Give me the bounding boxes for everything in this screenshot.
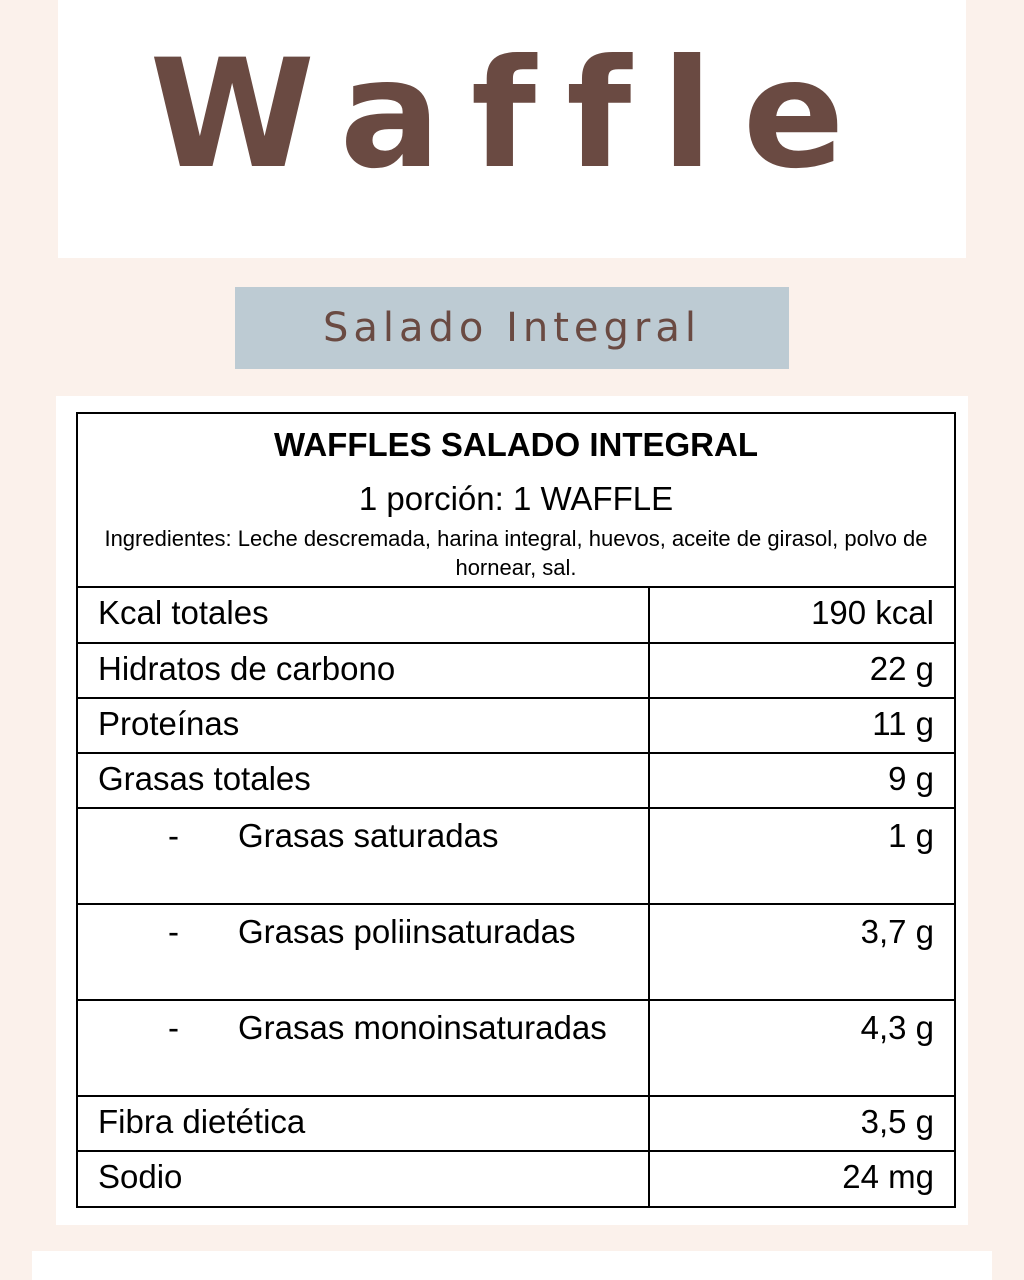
table-row [78,753,954,808]
nutrient-cell [78,1000,649,1096]
nutrient-value: 24 mg [649,1151,954,1206]
nutrition-card [56,396,968,1225]
table-row [78,904,954,1000]
bullet-dash: - [168,913,179,950]
nutrient-name: Grasas monoinsaturadas [238,1009,607,1046]
table-row [78,1096,954,1151]
nutrient-value: 190 kcal [649,588,954,643]
nutrition-label [76,412,956,1208]
table-row [78,1000,954,1096]
table-row [78,1151,954,1206]
subtitle-text: Salado Integral [322,305,701,351]
nutrient-value: 22 g [649,643,954,698]
page-title: Waffle [149,28,875,202]
nutrition-table [78,588,954,1206]
portion-text: 1 porción: 1 WAFFLE [358,480,674,517]
table-row [78,588,954,643]
nutrient-value: 11 g [649,698,954,753]
nutrient-name: Hidratos de carbono [78,643,649,698]
nutrient-cell [78,808,649,904]
nutrient-name: Grasas poliinsaturadas [238,913,576,950]
nutrition-header [78,414,954,588]
nutrient-value: 1 g [649,808,954,904]
nutrient-name: Grasas totales [78,753,649,808]
bullet-dash: - [168,1009,179,1046]
nutrient-name: Grasas saturadas [238,817,499,854]
table-row [78,808,954,904]
nutrient-value: 9 g [649,753,954,808]
nutrient-name: Sodio [78,1151,649,1206]
nutrient-cell [78,904,649,1000]
label-title: WAFFLES SALADO INTEGRAL [274,426,758,463]
next-card [32,1251,992,1280]
nutrient-name: Proteínas [78,698,649,753]
bullet-dash: - [168,817,179,854]
subtitle-banner [235,287,789,369]
nutrient-name: Kcal totales [98,594,269,631]
table-row [78,643,954,698]
nutrient-value: 3,5 g [649,1096,954,1151]
nutrient-value: 3,7 g [649,904,954,1000]
ingredients-text: Ingredientes: Leche descremada, harina integral, huevos, aceite de girasol, polvo de hornear, sal. [104,526,928,580]
table-row [78,698,954,753]
nutrient-value: 4,3 g [649,1000,954,1096]
title-card [58,0,966,258]
nutrient-name: Fibra dietética [78,1096,649,1151]
